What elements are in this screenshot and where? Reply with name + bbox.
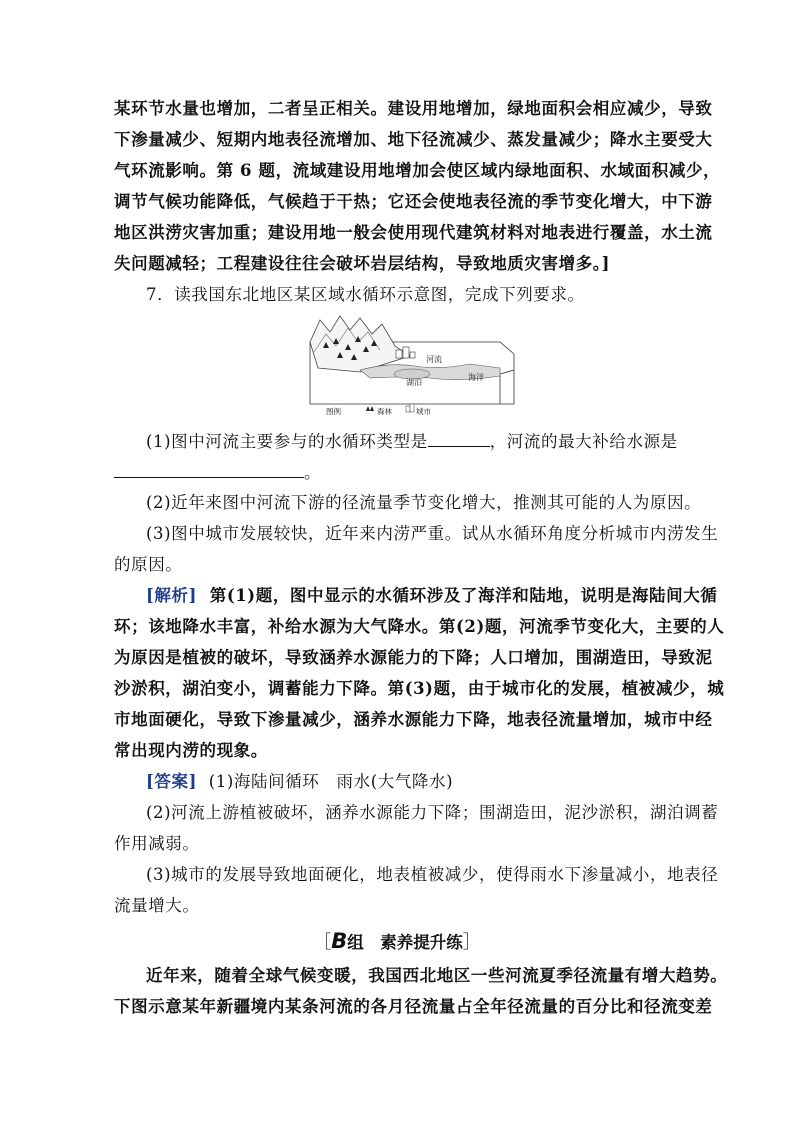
section-letter: B (331, 929, 348, 953)
question-1-part-b: ，河流的最大补给水源是 (489, 432, 678, 451)
question-1-cont (114, 461, 684, 484)
paragraph-line: 下渗量减少、短期内地表径流增加、地下径流减少、蒸发量减少；降水主要受大 (114, 130, 713, 149)
question-3-line: 的原因。 (114, 555, 183, 574)
answer-tag: [答案] (146, 772, 198, 791)
question-1-part-a: (1)图中河流主要参与的水循环类型是 (146, 432, 428, 451)
paragraph-line: 气环流影响。第 6 题，流域建设用地增加会使区域内绿地面积、水域面积减少， (114, 161, 721, 180)
paragraph-line: 地区洪涝灾害加重；建设用地一般会使用现代建筑材料对地表进行覆盖，水土流 (114, 223, 713, 242)
analysis-line: 常出现内涝的现象。 (114, 741, 268, 760)
answer-3-line: (3)城市的发展导致地面硬化，地表植被减少，使得雨水下渗量减小，地表径 (146, 865, 719, 884)
paragraph-line: 下图示意某年新疆境内某条河流的各月径流量占全年径流量的百分比和径流变差 (114, 997, 713, 1016)
analysis-line: 环；该地降水丰富，补给水源为大气降水。第(2)题，河流季节变化大，主要的人 (114, 617, 725, 636)
question-1-end: 。 (304, 463, 322, 482)
paragraph-line: 近年来，随着全球气候变暖，我国西北地区一些河流夏季径流量有增大趋势。 (146, 966, 728, 985)
answer-1: (1)海陆间循环 雨水(大气降水) (208, 772, 454, 791)
answer-3-line: 流量增大。 (114, 896, 200, 915)
answer-blank-1 (428, 430, 490, 447)
section-heading (0, 929, 794, 955)
water-cycle-figure (300, 312, 518, 418)
bracket-open: ［ (313, 932, 332, 953)
question-stem: 7．读我国东北地区某区域水循环示意图，完成下列要求。 (146, 285, 585, 304)
paragraph-line: 调节气候功能降低，气候趋于干热；它还会使地表径流的季节变化增大，中下游 (114, 192, 713, 211)
label-lake: 湖泊 (406, 378, 422, 387)
legend-title: 图例 (326, 407, 341, 416)
answer-2-line: (2)河流上游植被破坏，涵养水源能力下降；围湖造田，泥沙淤积，湖泊调蓄 (146, 803, 719, 822)
paragraph-line: 失问题减轻；工程建设往往会破坏岩层结构，导致地质灾害增多。] (114, 254, 611, 273)
legend-forest-icon (366, 406, 374, 411)
legend-forest: 森林 (377, 407, 392, 416)
answer-line (146, 771, 684, 793)
analysis-line: 为原因是植被的破坏，导致涵养水源能力的下降；人口增加，围湖造田，导致泥 (114, 648, 713, 667)
paragraph-line: 某环节水量也增加，二者呈正相关。建设用地增加，绿地面积会相应减少，导致 (114, 99, 713, 118)
question-2: (2)近年来图中河流下游的径流量季节变化增大，推测其可能的人为原因。 (146, 493, 702, 512)
analysis-line (146, 585, 718, 607)
analysis-line: 沙淤积，湖泊变小，调蓄能力下降。第(3)题，由于城市化的发展，植被减少，城 (114, 679, 725, 698)
answer-blank-2 (114, 461, 304, 478)
label-sea: 海洋 (468, 373, 484, 382)
analysis-line: 市地面硬化，导致下渗量减少，涵养水源能力下降，地表径流量增加，城市中经 (114, 710, 713, 729)
legend-city: 城市 (416, 407, 431, 416)
analysis-tag: [解析] (146, 586, 198, 605)
water-cycle-diagram (300, 312, 518, 418)
legend-city-icon (406, 404, 414, 412)
bracket-close: ］ (462, 932, 481, 953)
answer-2-line: 作用减弱。 (114, 834, 200, 853)
analysis-text: 第(1)题，图中显示的水循环涉及了海洋和陆地，说明是海陆间大循 (209, 586, 718, 605)
label-river: 河流 (426, 355, 442, 364)
section-title: 组 素养提升练 (347, 933, 463, 952)
question-3-line: (3)图中城市发展较快，近年来内涝严重。试从水循环角度分析城市内涝发生 (146, 524, 719, 543)
question-1 (146, 430, 684, 453)
